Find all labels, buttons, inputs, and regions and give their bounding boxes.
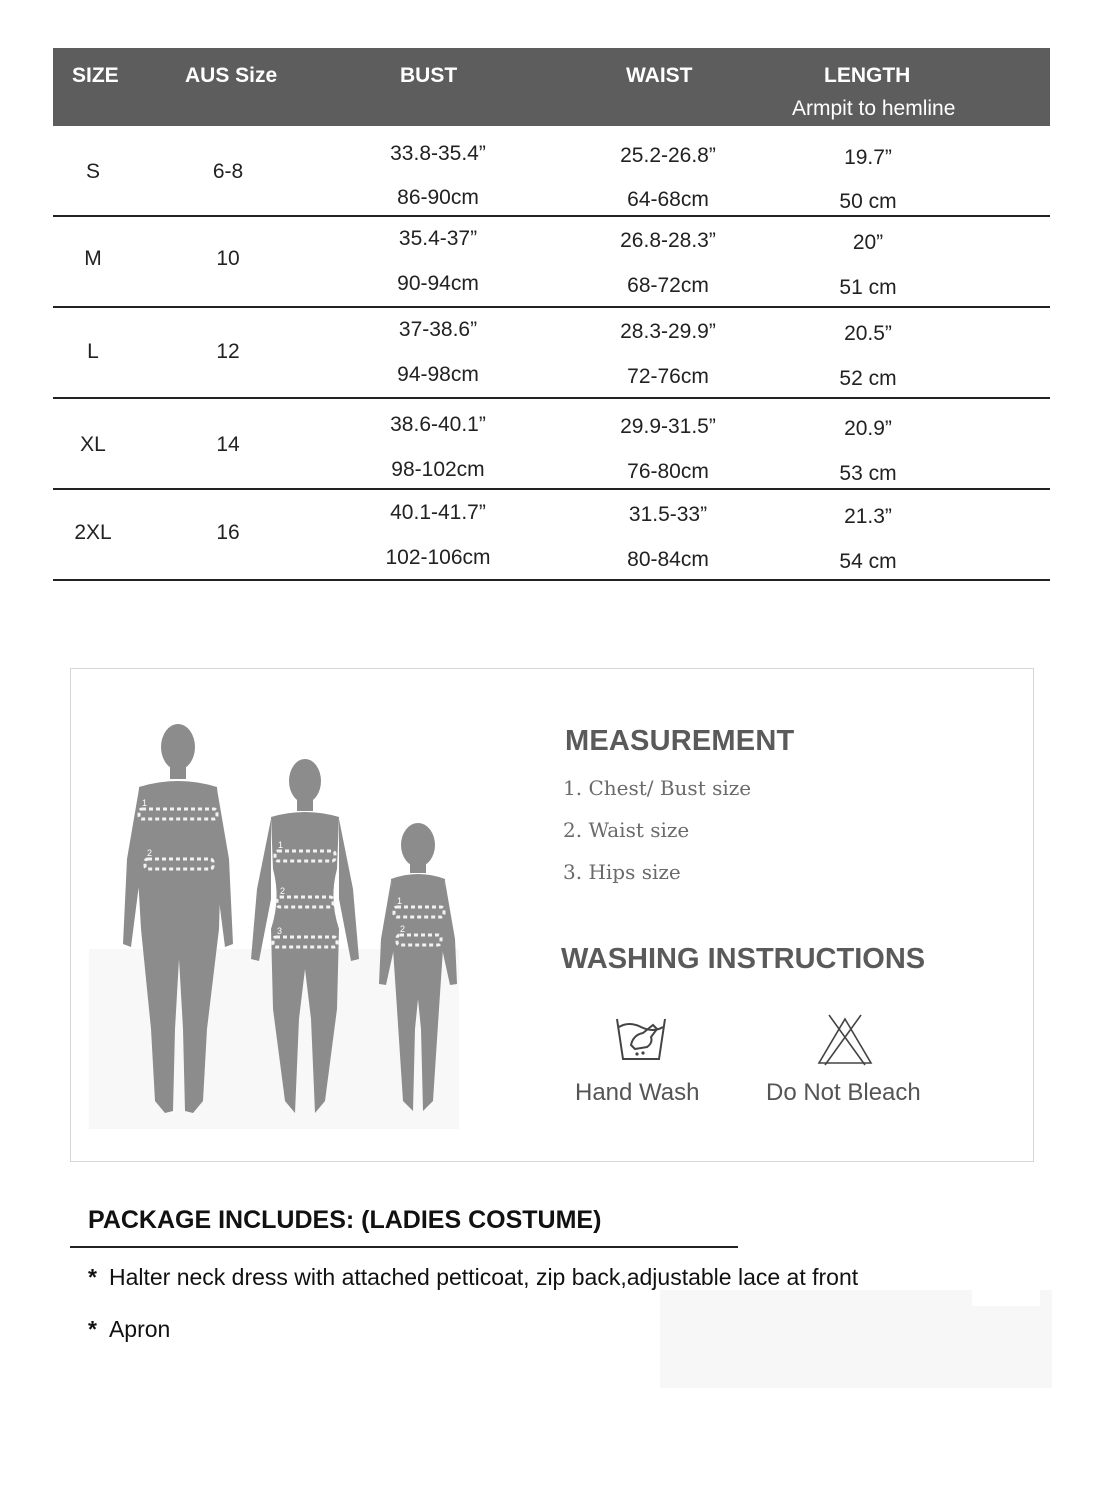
cell-waist-in: 26.8-28.3”: [620, 229, 716, 252]
cell-length-cm: 53 cm: [839, 462, 897, 485]
svg-text:1: 1: [397, 896, 403, 906]
table-row: [53, 217, 1050, 308]
cell-waist-cm: 80-84cm: [627, 548, 709, 571]
cell-waist-cm: 68-72cm: [627, 274, 709, 297]
background-patch: [972, 1256, 1040, 1306]
cell-waist-in: 28.3-29.9”: [620, 320, 716, 343]
measurement-item-bust: 1. Chest/ Bust size: [563, 776, 752, 800]
svg-text:1: 1: [278, 840, 284, 850]
measurement-title: MEASUREMENT: [565, 725, 795, 757]
table-row: [53, 490, 1050, 581]
header-length: LENGTH: [824, 64, 911, 87]
cell-aus: 14: [216, 433, 240, 456]
body-figures-illustration: [89, 709, 469, 1129]
measurement-panel: [70, 668, 1034, 1162]
cell-bust-in: 35.4-37”: [398, 227, 478, 250]
cell-aus: 10: [216, 247, 240, 270]
package-item-text: Halter neck dress with attached petticoat, zip back,adjustable lace at front: [108, 1264, 859, 1290]
washing-instructions-title: WASHING INSTRUCTIONS: [561, 943, 926, 975]
cell-bust-in: 40.1-41.7”: [390, 501, 486, 524]
package-item: [88, 1264, 858, 1291]
header-bust: BUST: [400, 64, 458, 87]
hand-wash-icon: [613, 1013, 669, 1065]
do-not-bleach-icon: [815, 1013, 875, 1067]
cell-bust-cm: 102-106cm: [385, 546, 491, 569]
cell-length-cm: 54 cm: [839, 550, 897, 573]
cell-bust-in: 38.6-40.1”: [390, 413, 486, 436]
cell-length-in: 20.9”: [844, 417, 892, 440]
cell-waist-in: 25.2-26.8”: [620, 144, 716, 167]
cell-waist-in: 29.9-31.5”: [620, 415, 716, 438]
cell-size: L: [87, 340, 99, 363]
marker-chest: 1: [142, 798, 148, 808]
header-waist: WAIST: [626, 64, 693, 87]
cell-size: XL: [80, 433, 106, 456]
cell-bust-cm: 90-94cm: [397, 272, 479, 295]
cell-length-cm: 50 cm: [839, 190, 897, 213]
bullet-icon: *: [88, 1316, 97, 1342]
cell-size: 2XL: [74, 521, 112, 544]
cell-waist-in: 31.5-33”: [628, 503, 708, 526]
size-chart-table: [53, 48, 1050, 581]
header-aus-size: AUS Size: [185, 64, 278, 87]
package-item-text: Apron: [108, 1316, 171, 1342]
cell-bust-in: 33.8-35.4”: [390, 142, 486, 165]
marker-hips: 3: [277, 926, 283, 936]
table-row: [53, 126, 1050, 217]
cell-bust-cm: 86-90cm: [397, 186, 479, 209]
cell-aus: 16: [216, 521, 240, 544]
table-row: [53, 308, 1050, 399]
package-divider: [70, 1246, 738, 1248]
cell-bust-in: 37-38.6”: [398, 318, 478, 341]
header-size: SIZE: [72, 64, 119, 87]
cell-aus: 12: [216, 340, 240, 363]
measurement-item-waist: 2. Waist size: [563, 818, 690, 842]
marker-waist: 2: [147, 848, 153, 858]
measurement-item-hips: 3. Hips size: [563, 860, 681, 884]
table-header: [53, 48, 1050, 126]
cell-bust-cm: 98-102cm: [391, 458, 485, 481]
cell-length-in: 20.5”: [844, 322, 892, 345]
cell-length-cm: 51 cm: [839, 276, 897, 299]
cell-length-cm: 52 cm: [839, 367, 897, 390]
cell-waist-cm: 72-76cm: [627, 365, 709, 388]
cell-length-in: 20”: [852, 231, 884, 254]
hand-wash-label: Hand Wash: [575, 1079, 700, 1106]
svg-text:2: 2: [280, 886, 286, 896]
cell-length-in: 21.3”: [844, 505, 892, 528]
cell-length-in: 19.7”: [844, 146, 892, 169]
cell-size: M: [84, 247, 102, 270]
bullet-icon: *: [88, 1264, 97, 1290]
cell-waist-cm: 64-68cm: [627, 188, 709, 211]
cell-bust-cm: 94-98cm: [397, 363, 479, 386]
cell-size: S: [85, 160, 100, 183]
do-not-bleach-label: Do Not Bleach: [766, 1079, 921, 1106]
package-title: PACKAGE INCLUDES: (LADIES COSTUME): [88, 1206, 602, 1234]
package-item: [88, 1316, 170, 1343]
header-length-sub: Armpit to hemline: [792, 97, 956, 120]
cell-aus: 6-8: [212, 160, 244, 183]
table-row: [53, 399, 1050, 490]
svg-text:2: 2: [400, 924, 406, 934]
cell-waist-cm: 76-80cm: [627, 460, 709, 483]
